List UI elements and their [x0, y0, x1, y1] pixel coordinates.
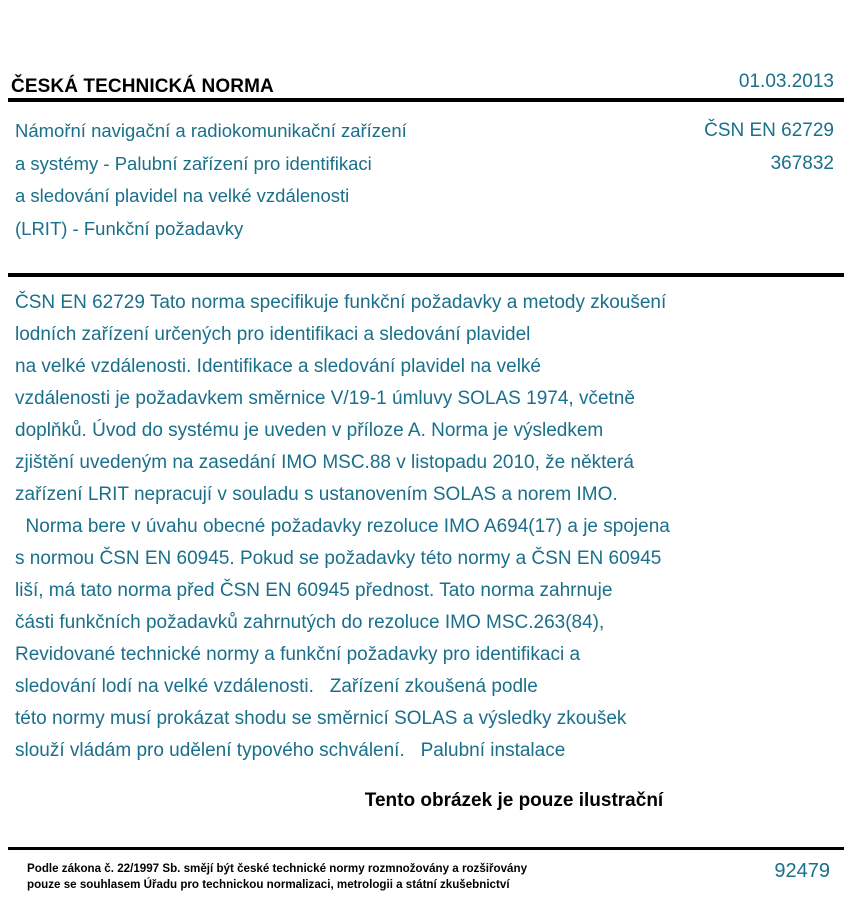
abstract-line: zjištění uvedeným na zasedání IMO MSC.88 v listopadu 2010, že některá [15, 452, 634, 473]
abstract-line: liší, má tato norma před ČSN EN 60945 přednost. Tato norma zahrnuje [15, 580, 613, 601]
abstract-line: slouží vládám pro udělení typového schválení. Palubní instalace [15, 740, 566, 761]
copyright-line: Podle zákona č. 22/1997 Sb. smějí být české technické normy rozmnožovány a rozšiřovány [27, 862, 528, 875]
copyright-line: pouze se souhlasem Úřadu pro technickou normalizaci, metrologii a státní zkušebnictví [27, 878, 510, 891]
abstract-line: Revidované technické normy a funkční požadavky pro identifikaci a [15, 644, 581, 665]
abstract-line: doplňků. Úvod do systému je uveden v příloze A. Norma je výsledkem [15, 420, 604, 441]
abstract-text [15, 287, 670, 767]
standard-title-line: a systémy - Palubní zařízení pro identifikaci [15, 152, 372, 174]
publication-date: 01.03.2013 [738, 71, 834, 92]
footer-divider [8, 847, 844, 850]
copyright-notice [27, 861, 527, 893]
standard-title-line: a sledování plavidel na velké vzdálenosti [15, 185, 350, 206]
abstract-line: ČSN EN 62729 Tato norma specifikuje funkční požadavky a metody zkoušení [15, 292, 667, 313]
title-divider [8, 273, 844, 277]
standard-title [15, 115, 407, 245]
abstract-line: na velké vzdálenosti. Identifikace a sledování plavidel na velké [15, 356, 541, 377]
catalog-number: 92479 [774, 860, 830, 882]
abstract-line: vzdálenosti je požadavkem směrnice V/19-1 úmluvy SOLAS 1974, včetně [15, 388, 635, 409]
standard-identifiers [704, 115, 834, 180]
abstract-line: části funkčních požadavků zahrnutých do rezoluce IMO MSC.263(84), [15, 612, 605, 633]
abstract-line: sledování lodí na velké vzdálenosti. Zařízení zkoušená podle [15, 676, 538, 697]
abstract-line: lodních zařízení určených pro identifikaci a sledování plavidel [15, 324, 531, 345]
standard-code: ČSN EN 62729 [704, 120, 834, 141]
standard-number: 367832 [770, 152, 834, 174]
illustration-caption: Tento obrázek je pouze ilustrační [364, 790, 664, 811]
standard-title-line: Námořní navigační a radiokomunikační zařízení [15, 120, 407, 141]
document-type-title: ČESKÁ TECHNICKÁ NORMA [11, 76, 274, 97]
header-divider [8, 98, 844, 102]
abstract-line: Norma bere v úvahu obecné požadavky rezoluce IMO A694(17) a je spojena [15, 516, 670, 537]
abstract-line: zařízení LRIT nepracují v souladu s ustanovením SOLAS a norem IMO. [15, 484, 618, 505]
abstract-line: této normy musí prokázat shodu se směrnicí SOLAS a výsledky zkoušek [15, 708, 627, 729]
abstract-line: s normou ČSN EN 60945. Pokud se požadavky této normy a ČSN EN 60945 [15, 548, 662, 569]
standard-title-line: (LRIT) - Funkční požadavky [15, 217, 244, 239]
